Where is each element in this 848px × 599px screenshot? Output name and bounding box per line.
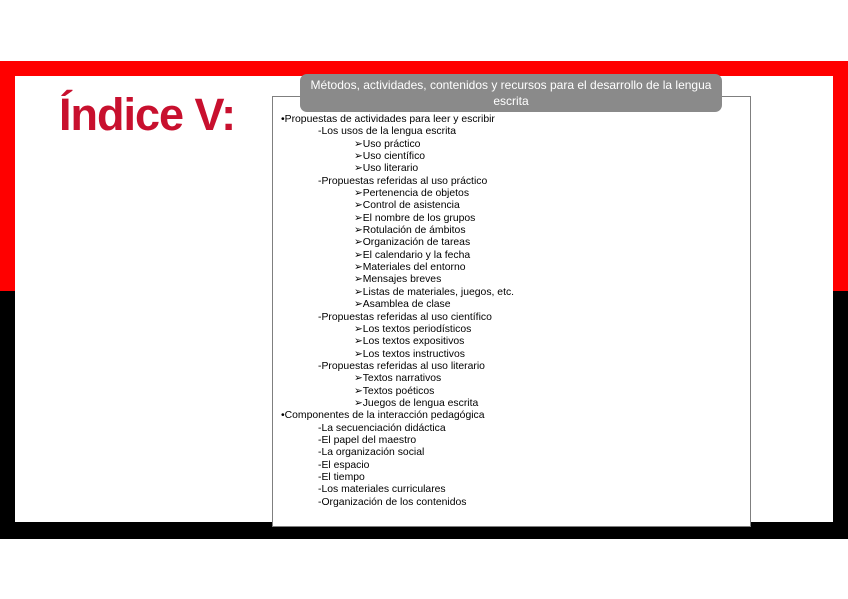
outline-text: El calendario y la fecha bbox=[362, 249, 471, 261]
outline-section bbox=[281, 410, 741, 422]
dash-icon: - bbox=[318, 434, 322, 446]
outline-text: Pertenencia de objetos bbox=[362, 188, 470, 200]
outline-subsection bbox=[281, 497, 741, 509]
outline-subsection bbox=[281, 312, 741, 324]
dash-icon: - bbox=[318, 496, 322, 508]
dash-icon: - bbox=[318, 459, 322, 471]
outline-item bbox=[281, 151, 741, 163]
arrow-bullet-icon: ➢ bbox=[354, 249, 363, 261]
outline-text: El tiempo bbox=[321, 471, 365, 483]
dash-icon: - bbox=[318, 484, 322, 496]
outline-text: Organización de tareas bbox=[362, 237, 471, 249]
outline-text: Textos poéticos bbox=[362, 385, 435, 397]
arrow-bullet-icon: ➢ bbox=[354, 274, 363, 286]
arrow-bullet-icon: ➢ bbox=[354, 200, 363, 212]
outline-text: Los textos periodísticos bbox=[362, 323, 472, 335]
section-banner: Métodos, actividades, contenidos y recursos para el desarrollo de la lengua escrita bbox=[300, 74, 722, 112]
arrow-bullet-icon: ➢ bbox=[354, 262, 363, 274]
outline-text: Uso literario bbox=[362, 163, 419, 175]
outline-subsection bbox=[281, 423, 741, 435]
outline-item bbox=[281, 250, 741, 262]
dash-icon: - bbox=[318, 175, 322, 187]
outline-item bbox=[281, 188, 741, 200]
dash-icon: - bbox=[318, 471, 322, 483]
bullet-icon: • bbox=[281, 114, 285, 125]
outline-item bbox=[281, 287, 741, 299]
outline-item bbox=[281, 336, 741, 348]
page-title: Índice V: bbox=[59, 89, 236, 140]
outline-item bbox=[281, 262, 741, 274]
outline-text: Asamblea de clase bbox=[362, 299, 451, 311]
dash-icon: - bbox=[318, 360, 322, 372]
outline-text: Materiales del entorno bbox=[362, 262, 466, 274]
outline-item bbox=[281, 237, 741, 249]
arrow-bullet-icon: ➢ bbox=[354, 188, 363, 200]
outline-item bbox=[281, 200, 741, 212]
outline-item bbox=[281, 386, 741, 398]
outline-item bbox=[281, 274, 741, 286]
outline-subsection bbox=[281, 435, 741, 447]
arrow-bullet-icon: ➢ bbox=[354, 373, 363, 385]
arrow-bullet-icon: ➢ bbox=[354, 237, 363, 249]
dash-icon: - bbox=[318, 126, 322, 138]
outline-text: El papel del maestro bbox=[321, 434, 417, 446]
outline-text: La organización social bbox=[321, 447, 425, 459]
arrow-bullet-icon: ➢ bbox=[354, 323, 363, 335]
outline-text: Los materiales curriculares bbox=[321, 484, 446, 496]
arrow-bullet-icon: ➢ bbox=[354, 151, 363, 163]
outline-section bbox=[281, 114, 741, 126]
outline-item bbox=[281, 163, 741, 175]
outline-item bbox=[281, 225, 741, 237]
outline-text: El espacio bbox=[321, 459, 370, 471]
outline-subsection bbox=[281, 447, 741, 459]
outline-text: Uso científico bbox=[362, 151, 426, 163]
outline-item bbox=[281, 349, 741, 361]
outline-text: Control de asistencia bbox=[362, 200, 460, 212]
outline-text: Los textos instructivos bbox=[362, 348, 465, 360]
arrow-bullet-icon: ➢ bbox=[354, 397, 363, 409]
outline-item bbox=[281, 373, 741, 385]
outline-text: Listas de materiales, juegos, etc. bbox=[362, 286, 515, 298]
outline-text: Mensajes breves bbox=[362, 274, 442, 286]
bullet-icon: • bbox=[281, 410, 285, 422]
outline-subsection bbox=[281, 472, 741, 484]
outline-text: Juegos de lengua escrita bbox=[362, 397, 479, 409]
arrow-bullet-icon: ➢ bbox=[354, 348, 363, 360]
arrow-bullet-icon: ➢ bbox=[354, 138, 363, 150]
outline-text: Textos narrativos bbox=[362, 373, 442, 385]
outline-text: Los usos de la lengua escrita bbox=[321, 126, 457, 138]
outline-text: Organización de los contenidos bbox=[321, 496, 467, 508]
outline-subsection bbox=[281, 176, 741, 188]
outline-text: Propuestas referidas al uso científico bbox=[321, 311, 492, 323]
dash-icon: - bbox=[318, 311, 322, 323]
outline-text: Propuestas de actividades para leer y escribir bbox=[284, 114, 495, 125]
outline-item bbox=[281, 139, 741, 151]
outline-text: La secuenciación didáctica bbox=[321, 422, 446, 434]
outline-text: Componentes de la interacción pedagógica bbox=[284, 410, 485, 422]
arrow-bullet-icon: ➢ bbox=[354, 163, 363, 175]
arrow-bullet-icon: ➢ bbox=[354, 336, 363, 348]
outline-text: Propuestas referidas al uso literario bbox=[321, 360, 485, 372]
outline-text: Uso práctico bbox=[362, 138, 421, 150]
dash-icon: - bbox=[318, 422, 322, 434]
outline-subsection bbox=[281, 484, 741, 496]
outline-text: Rotulación de ámbitos bbox=[362, 225, 466, 237]
outline-list bbox=[281, 114, 741, 509]
arrow-bullet-icon: ➢ bbox=[354, 212, 363, 224]
outline-item bbox=[281, 398, 741, 410]
outline-text: El nombre de los grupos bbox=[362, 212, 476, 224]
outline-subsection bbox=[281, 361, 741, 373]
arrow-bullet-icon: ➢ bbox=[354, 225, 363, 237]
outline-item bbox=[281, 324, 741, 336]
outline-subsection bbox=[281, 460, 741, 472]
outline-text: Los textos expositivos bbox=[362, 336, 465, 348]
outline-item bbox=[281, 299, 741, 311]
dash-icon: - bbox=[318, 447, 322, 459]
arrow-bullet-icon: ➢ bbox=[354, 385, 363, 397]
outline-subsection bbox=[281, 126, 741, 138]
outline-item bbox=[281, 213, 741, 225]
arrow-bullet-icon: ➢ bbox=[354, 299, 363, 311]
arrow-bullet-icon: ➢ bbox=[354, 286, 363, 298]
outline-text: Propuestas referidas al uso práctico bbox=[321, 175, 488, 187]
